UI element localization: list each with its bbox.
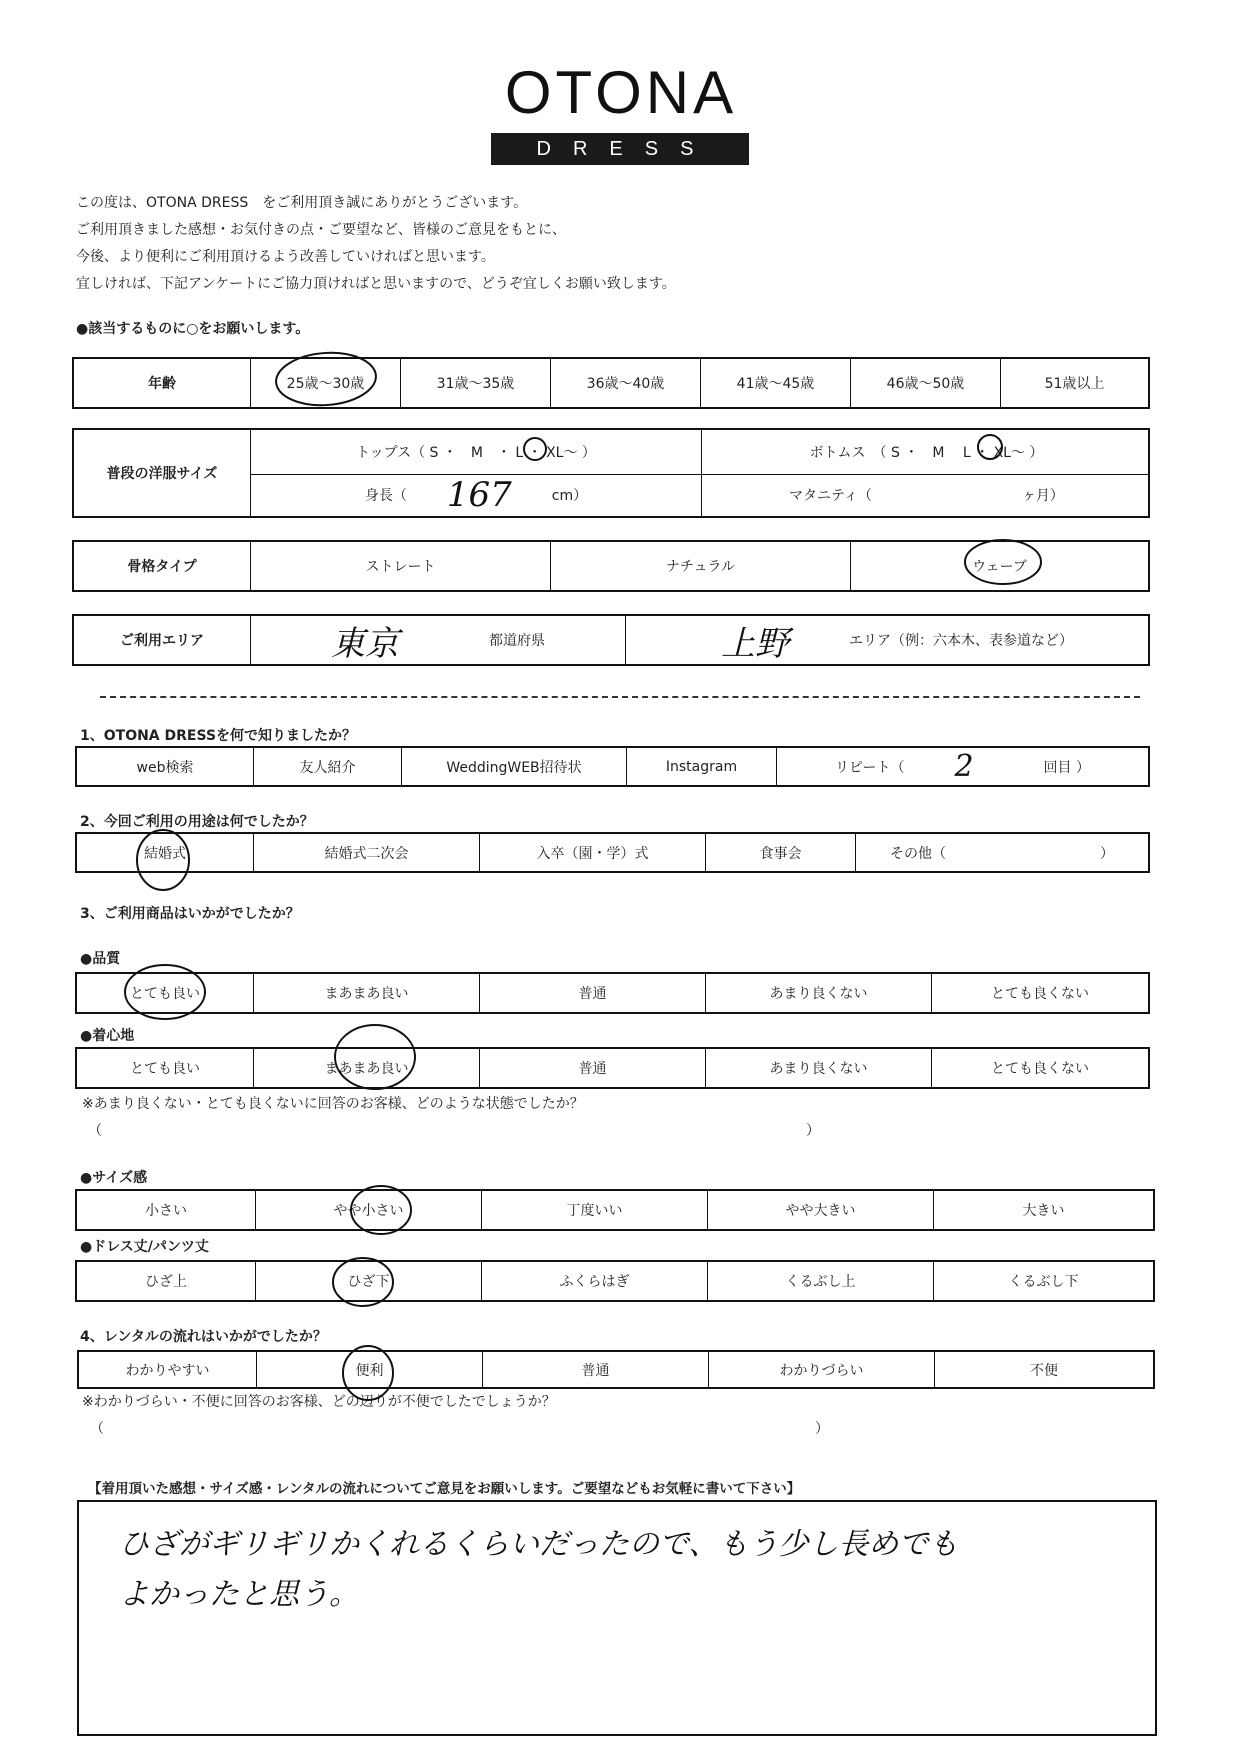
fit-option[interactable]: やや大きい [707, 1191, 933, 1229]
fit-label: ●サイズ感 [80, 1170, 148, 1186]
intro-line: 今後、より便利にご利用頂けるよう改善していければと思います。 [76, 249, 495, 265]
comfort-option[interactable]: まあまあ良い [253, 1049, 479, 1087]
length-label: ●ドレス丈/パンツ丈 [80, 1239, 209, 1255]
age-option[interactable]: 46歳〜50歳 [850, 359, 1000, 407]
tops-size[interactable]: トップス（ S ・ M ・ L ・ XL〜 ） [356, 445, 596, 461]
maternity-unit: ヶ月） [1021, 488, 1064, 504]
fit-option[interactable]: 大きい [933, 1191, 1153, 1229]
circle-prompt: ●該当するものに○をお願いします。 [76, 321, 310, 337]
fit-option[interactable]: 丁度いい [481, 1191, 707, 1229]
body-type-option[interactable]: ストレート [250, 542, 550, 590]
circle-mark-body-type [965, 540, 1041, 584]
circle-mark-bottoms [978, 435, 1002, 459]
age-option[interactable]: 51歳以上 [1000, 359, 1148, 407]
intro-line: 宜しければ、下記アンケートにご協力頂ければと思いますので、どうぞ宜しくお願い致します。 [76, 276, 676, 292]
q4-option[interactable]: 便利 [256, 1352, 482, 1387]
comfort-option[interactable]: 普通 [479, 1049, 705, 1087]
quality-option[interactable]: まあまあ良い [253, 974, 479, 1012]
body-type-label: 骨格タイプ [127, 559, 197, 575]
q2-title: 2、今回ご利用の用途は何でしたか？ [80, 814, 314, 830]
q1-option[interactable]: web検索 [136, 759, 194, 776]
age-option[interactable]: 25歳〜30歳 [250, 359, 400, 407]
quality-label: ●品質 [80, 951, 121, 967]
size-label: 普段の洋服サイズ [106, 466, 218, 482]
circle-mark-comfort [335, 1025, 415, 1089]
q1-title: 1、OTONA DRESSを何で知りましたか？ [80, 728, 357, 744]
age-option[interactable]: 36歳〜40歳 [550, 359, 700, 407]
length-option[interactable]: ふくらはぎ [481, 1262, 707, 1300]
q4-note: ※わかりづらい・不便に回答のお客様、どの辺りが不便でしたでしょうか？ [82, 1394, 556, 1410]
length-option[interactable]: ひざ下 [255, 1262, 481, 1300]
length-option[interactable]: ひざ上 [145, 1274, 187, 1290]
q1-option[interactable]: 友人紹介 [253, 748, 401, 785]
q2-option-other[interactable]: その他（ ） [855, 834, 1148, 871]
comfort-option[interactable]: とても良い [130, 1061, 200, 1077]
quality-option[interactable]: とても良い [130, 986, 200, 1002]
q4-title: 4、レンタルの流れはいかがでしたか？ [80, 1329, 327, 1345]
q4-option[interactable]: わかりづらい [708, 1352, 934, 1387]
area-hint: エリア（例：六本木、表参道など） [849, 633, 1073, 649]
repeat-label: リピート（ [835, 759, 905, 776]
area-label: ご利用エリア [120, 633, 204, 649]
q2-option[interactable]: 結婚式 [144, 845, 186, 862]
age-option[interactable]: 31歳〜35歳 [400, 359, 550, 407]
circle-mark-quality [125, 965, 205, 1019]
logo-main: OTONA [504, 59, 738, 126]
repeat-unit: 回目 ） [1043, 759, 1090, 776]
length-option[interactable]: くるぶし下 [933, 1262, 1153, 1300]
q1-option[interactable]: Instagram [626, 748, 776, 785]
q1-option[interactable]: WeddingWEB招待状 [401, 748, 626, 785]
repeat-value: 2 [954, 749, 974, 784]
age-label: 年齢 [148, 376, 176, 392]
body-type-option[interactable]: ナチュラル [550, 542, 850, 590]
prefecture-suffix: 都道府県 [489, 633, 545, 649]
area-value: 上野 [721, 623, 789, 664]
q2-option[interactable]: 入卒（園・学）式 [479, 834, 705, 871]
comfort-label: ●着心地 [80, 1028, 135, 1044]
intro-line: この度は、OTONA DRESS をご利用頂き誠にありがとうございます。 [76, 195, 528, 211]
comfort-note-open: （ [88, 1123, 102, 1139]
length-option[interactable]: くるぶし上 [707, 1262, 933, 1300]
intro-line: ご利用頂きました感想・お気付きの点・ご要望など、皆様のご意見をもとに、 [76, 222, 566, 238]
bottoms-size[interactable]: ボトムス （ S ・ M L ・ XL〜 ） [701, 430, 1151, 474]
q3-title: 3、ご利用商品はいかがでしたか？ [80, 906, 300, 922]
fit-option[interactable]: 小さい [145, 1203, 187, 1219]
height-value: 167 [446, 475, 512, 515]
height-label: 身長（ [364, 488, 407, 504]
comments-line: よかったと思う。 [119, 1577, 359, 1612]
comments-title: 【着用頂いた感想・サイズ感・レンタルの流れについてご意見をお願いします。ご要望などもお気軽に書いて下さい】 [88, 1481, 801, 1497]
logo-sub: DRESS [491, 133, 749, 165]
height-unit: cm） [551, 488, 588, 504]
q2-option[interactable]: 結婚式二次会 [253, 834, 479, 871]
circle-mark-fit [351, 1186, 411, 1234]
quality-option[interactable]: 普通 [479, 974, 705, 1012]
comfort-option[interactable]: とても良くない [931, 1049, 1148, 1087]
circle-mark-length [333, 1258, 393, 1306]
comments-line: ひざがギリギリかくれるくらいだったので、もう少し長めでも [119, 1527, 959, 1562]
fit-option[interactable]: やや小さい [255, 1191, 481, 1229]
q2-option[interactable]: 食事会 [705, 834, 855, 871]
comfort-note-close: ） [806, 1123, 820, 1139]
circle-mark-age [274, 350, 377, 409]
q4-option[interactable]: 普通 [482, 1352, 708, 1387]
q4-option[interactable]: わかりやすい [125, 1362, 210, 1379]
q4-note-close: ） [815, 1421, 829, 1437]
body-type-option[interactable]: ウェーブ [850, 542, 1148, 590]
age-option[interactable]: 41歳〜45歳 [700, 359, 850, 407]
comfort-note: ※あまり良くない・とても良くないに回答のお客様、どのような状態でしたか？ [82, 1096, 584, 1112]
prefecture-value: 東京 [331, 623, 399, 664]
quality-option[interactable]: とても良くない [931, 974, 1148, 1012]
circle-mark-purpose [137, 830, 189, 890]
maternity-label: マタニティ（ [789, 488, 872, 504]
comfort-option[interactable]: あまり良くない [705, 1049, 931, 1087]
quality-option[interactable]: あまり良くない [705, 974, 931, 1012]
q4-option[interactable]: 不便 [934, 1352, 1153, 1387]
circle-mark-flow [343, 1346, 393, 1400]
circle-mark-tops [524, 438, 546, 460]
q4-note-open: （ [90, 1421, 104, 1437]
